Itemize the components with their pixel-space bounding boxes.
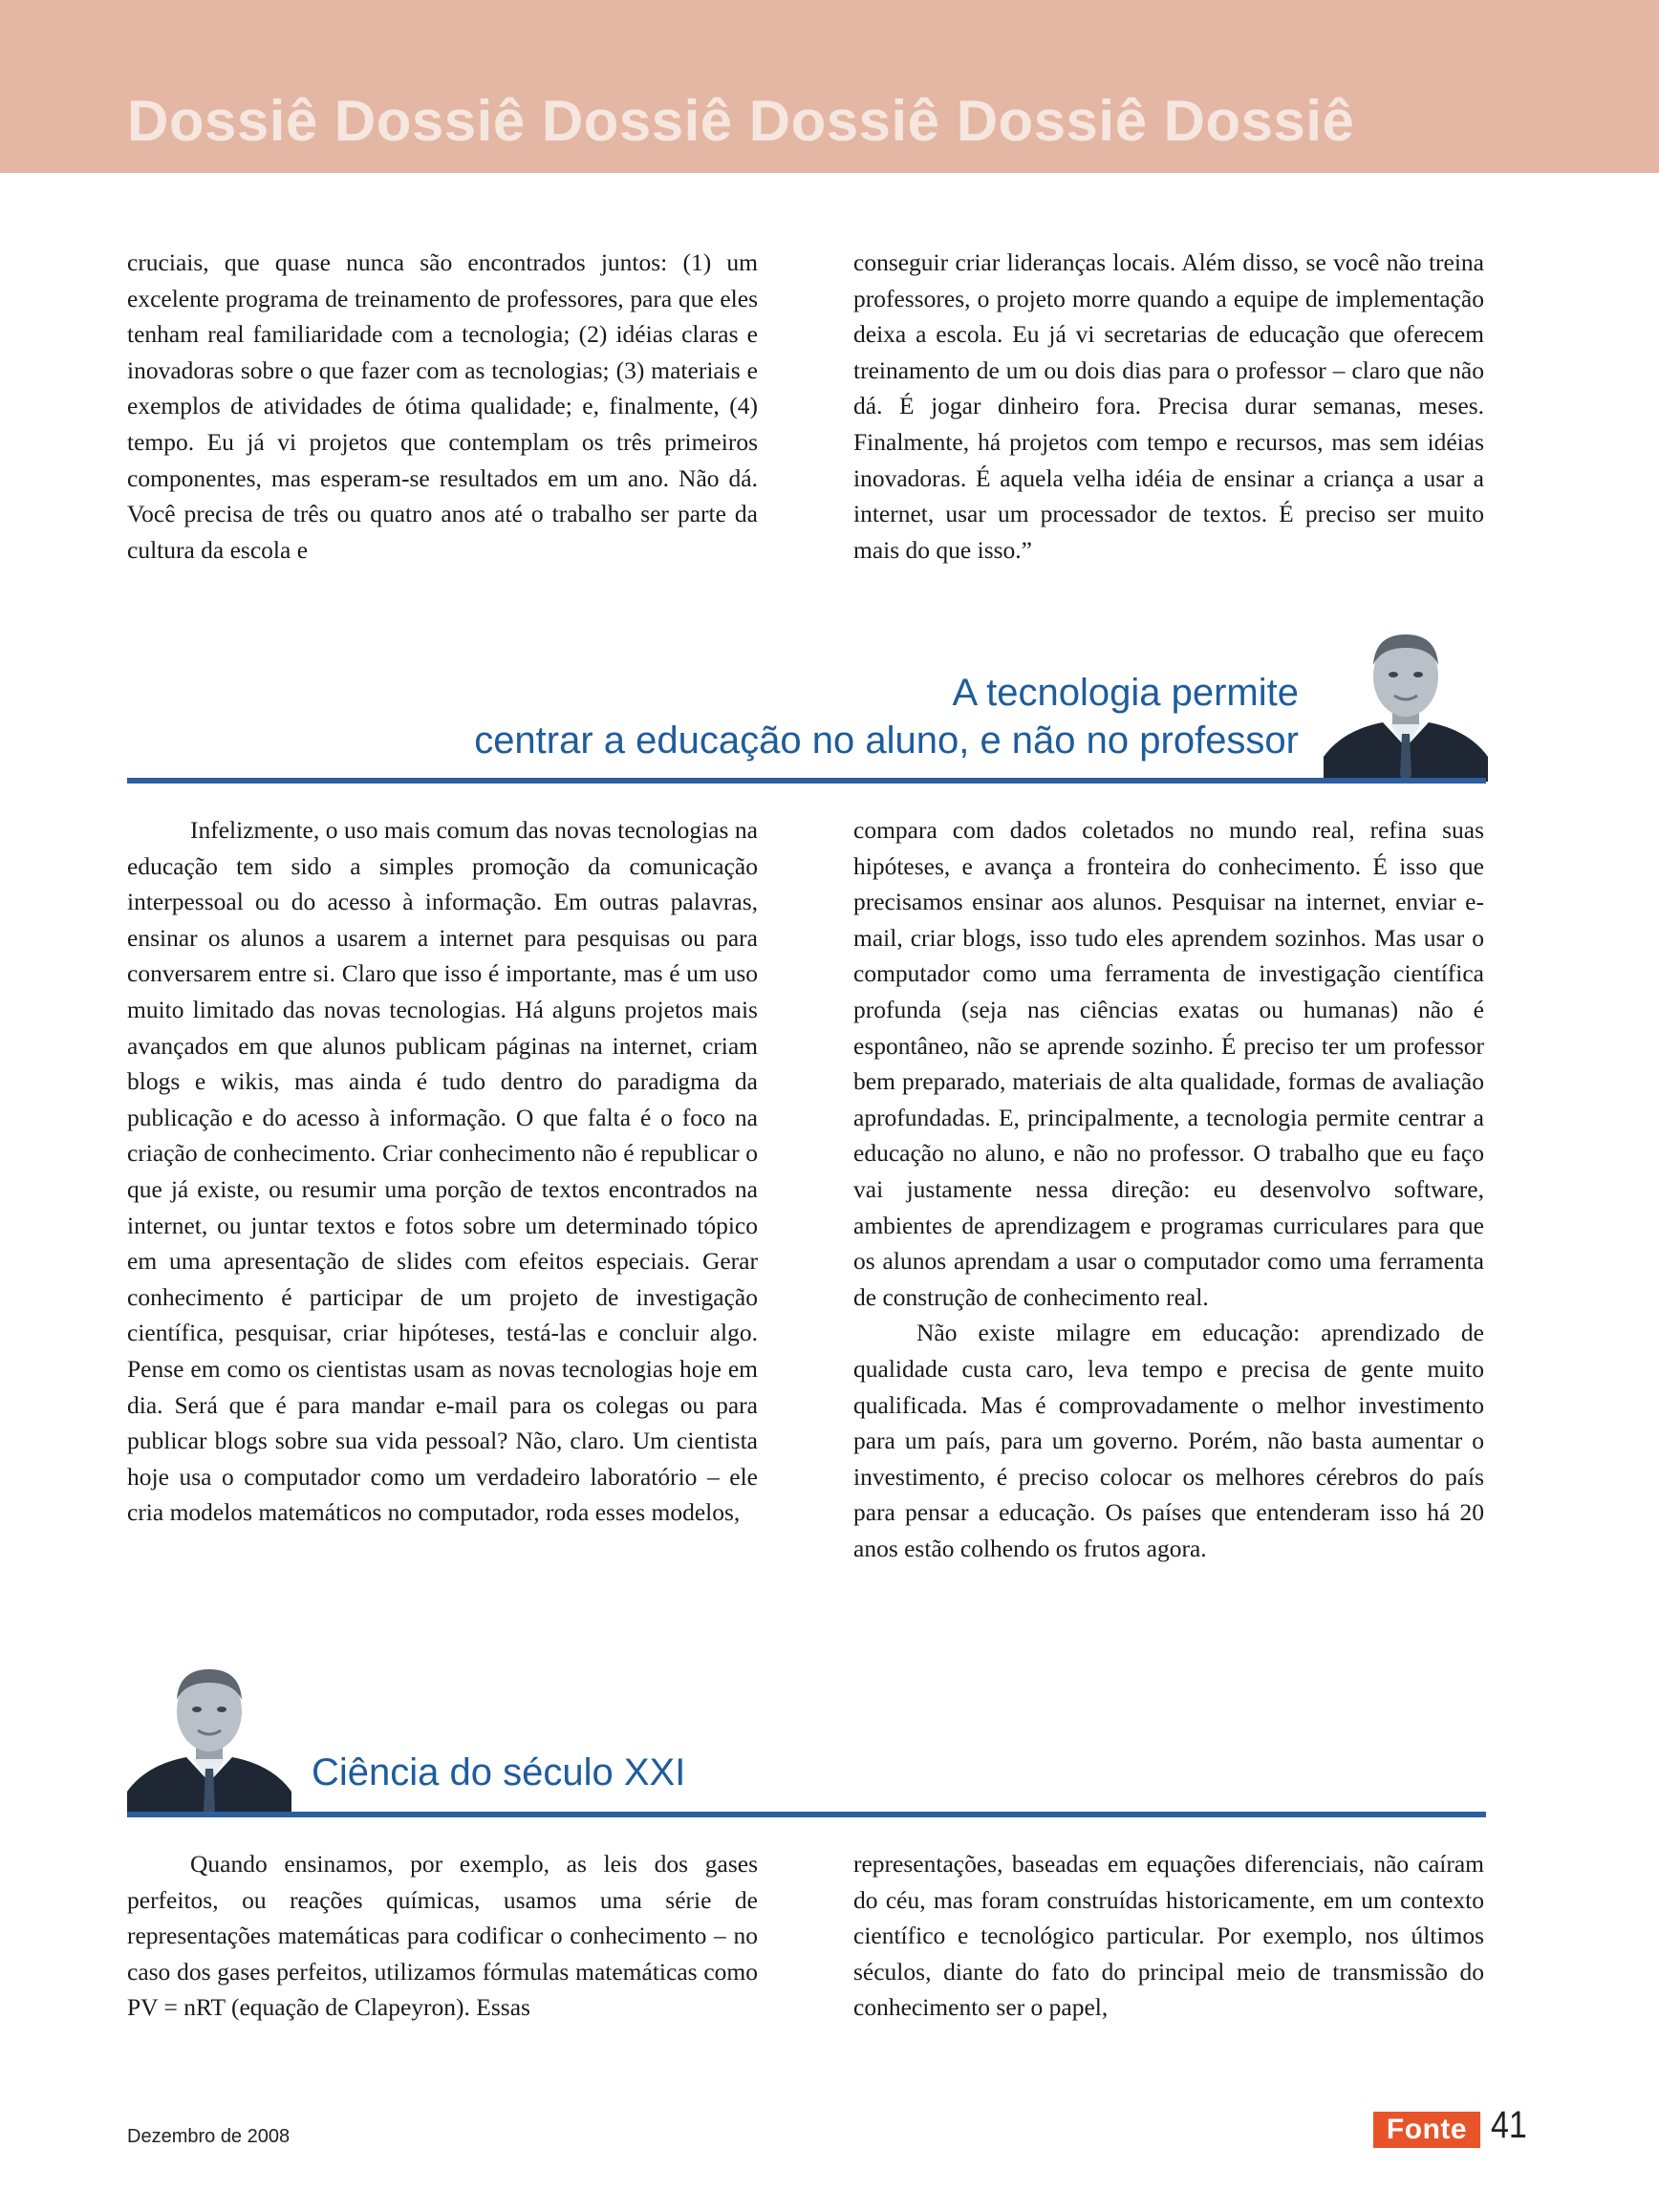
- heading-line-1: A tecnologia permite: [952, 672, 1299, 714]
- section-rule-2: [127, 1812, 1486, 1817]
- page-number: 41: [1491, 2104, 1527, 2146]
- paragraph: conseguir criar lideranças locais. Além disso, se você não treina professores, o projeto morre quando a equipe de implementação deixa a escola. Eu já vi secretarias de educação que oferecem treinamento de um ou dois dias para o professor – claro que não dá. É jogar dinheiro fora. Precisa durar semanas, meses. Finalmente, há projetos com tempo e recursos, mas sem idéias inovadoras. É aquela velha idéia de ensinar a criança a usar a internet, usar um processador de textos. É preciso ser muito mais do que isso.”: [853, 248, 1484, 564]
- section-rule-1: [127, 778, 1486, 784]
- issue-date: Dezembro de 2008: [127, 2126, 291, 2147]
- top-right-column: [853, 245, 1484, 568]
- magazine-logo: Fonte: [1373, 2112, 1480, 2148]
- section1-right-column: [853, 812, 1484, 1566]
- person-portrait-icon: [127, 1658, 291, 1816]
- paragraph: representações, baseadas em equações diferenciais, não caíram do céu, mas foram construídas historicamente, em um contexto científico e tecnológico particular. Por exemplo, nos últimos séculos, diante do fato do principal meio de transmissão do conhecimento ser o papel,: [853, 1850, 1484, 2022]
- portrait-photo-2: [127, 1658, 291, 1816]
- section-heading-1: [474, 669, 1299, 764]
- paragraph: cruciais, que quase nunca são encontrados juntos: (1) um excelente programa de treinamento de professores, para que eles tenham real familiaridade com a tecnologia; (2) idéias claras e inovadoras sobre o que fazer com as tecnologias; (3) materiais e exemplos de atividades de ótima qualidade; e, finalmente, (4) tempo. Eu já vi projetos que contemplam os três primeiros componentes, mas esperam-se resultados em um ano. Não dá. Você precisa de três ou quatro anos até o trabalho ser parte da cultura da escola e: [127, 248, 758, 564]
- portrait-photo: [1324, 623, 1488, 782]
- person-portrait-icon: [1324, 623, 1488, 782]
- paragraph: compara com dados coletados no mundo real, refina suas hipóteses, e avança a fronteira do conhecimento. É isso que precisamos ensinar aos alunos. Pesquisar na internet, enviar e-mail, criar blogs, isso tudo eles aprendem sozinhos. Mas usar o computador como uma ferramenta de investigação científica profunda (seja nas ciências exatas ou humanas) não é espontâneo, não se aprende sozinho. É preciso ter um professor bem preparado, materiais de alta qualidade, formas de avaliação aprofundadas. E, principalmente, a tecnologia permite centrar a educação no aluno, e não no professor. O trabalho que eu faço vai justamente nessa direção: eu desenvolvo software, ambientes de aprendizagem e programas curriculares para que os alunos aprendam a usar o computador como uma ferramenta de construção de conhecimento real.: [853, 816, 1484, 1311]
- section1-left-column: [127, 812, 758, 1531]
- section-title: Dossiê Dossiê Dossiê Dossiê Dossiê Dossiê: [127, 89, 1355, 153]
- section2-right-column: [853, 1846, 1484, 2026]
- paragraph: Infelizmente, o uso mais comum das novas tecnologias na educação tem sido a simples promoção da comunicação interpessoal ou do acesso à informação. Em outras palavras, ensinar os alunos a usarem a internet para pesquisas ou para conversarem entre si. Claro que isso é importante, mas é um uso muito limitado das novas tecnologias. Há alguns projetos mais avançados em que alunos publicam páginas na internet, criam blogs e wikis, mas ainda é tudo dentro do paradigma da publicação e do acesso à informação. O que falta é o foco na criação de conhecimento. Criar conhecimento não é republicar o que já existe, ou resumir uma porção de textos encontrados na internet, ou juntar textos e fotos sobre um determinado tópico em uma apresentação de slides com efeitos especiais. Gerar conhecimento é participar de um projeto de investigação científica, pesquisar, criar hipóteses, testá-las e concluir algo. Pense em como os cientistas usam as novas tecnologias hoje em dia. Será que é para mandar e-mail para os colegas ou para publicar blogs sobre sua vida pessoal? Não, claro. Um cientista hoje usa o computador como um verdadeiro laboratório – ele cria modelos matemáticos no computador, roda esses modelos,: [127, 816, 758, 1527]
- section-heading-2: Ciência do século XXI: [312, 1751, 686, 1793]
- heading-line-2: centrar a educação no aluno, e não no professor: [474, 719, 1299, 762]
- paragraph: Quando ensinamos, por exemplo, as leis dos gases perfeitos, ou reações químicas, usamos uma série de representações matemáticas para codificar o conhecimento – no caso dos gases perfeitos, utilizamos fórmulas matemáticas como PV = nRT (equação de Clapeyron). Essas: [127, 1850, 758, 2022]
- top-left-column: [127, 245, 758, 568]
- header-band: [0, 0, 1659, 173]
- paragraph: Não existe milagre em educação: aprendizado de qualidade custa caro, leva tempo e precisa de gente muito qualificada. Mas é comprovadamente o melhor investimento para um país, para um governo. Porém, não basta aumentar o investimento, é preciso colocar os melhores cérebros do país para pensar a educação. Os países que entenderam isso há 20 anos estão colhendo os frutos agora.: [853, 1319, 1484, 1562]
- section2-left-column: [127, 1846, 758, 2026]
